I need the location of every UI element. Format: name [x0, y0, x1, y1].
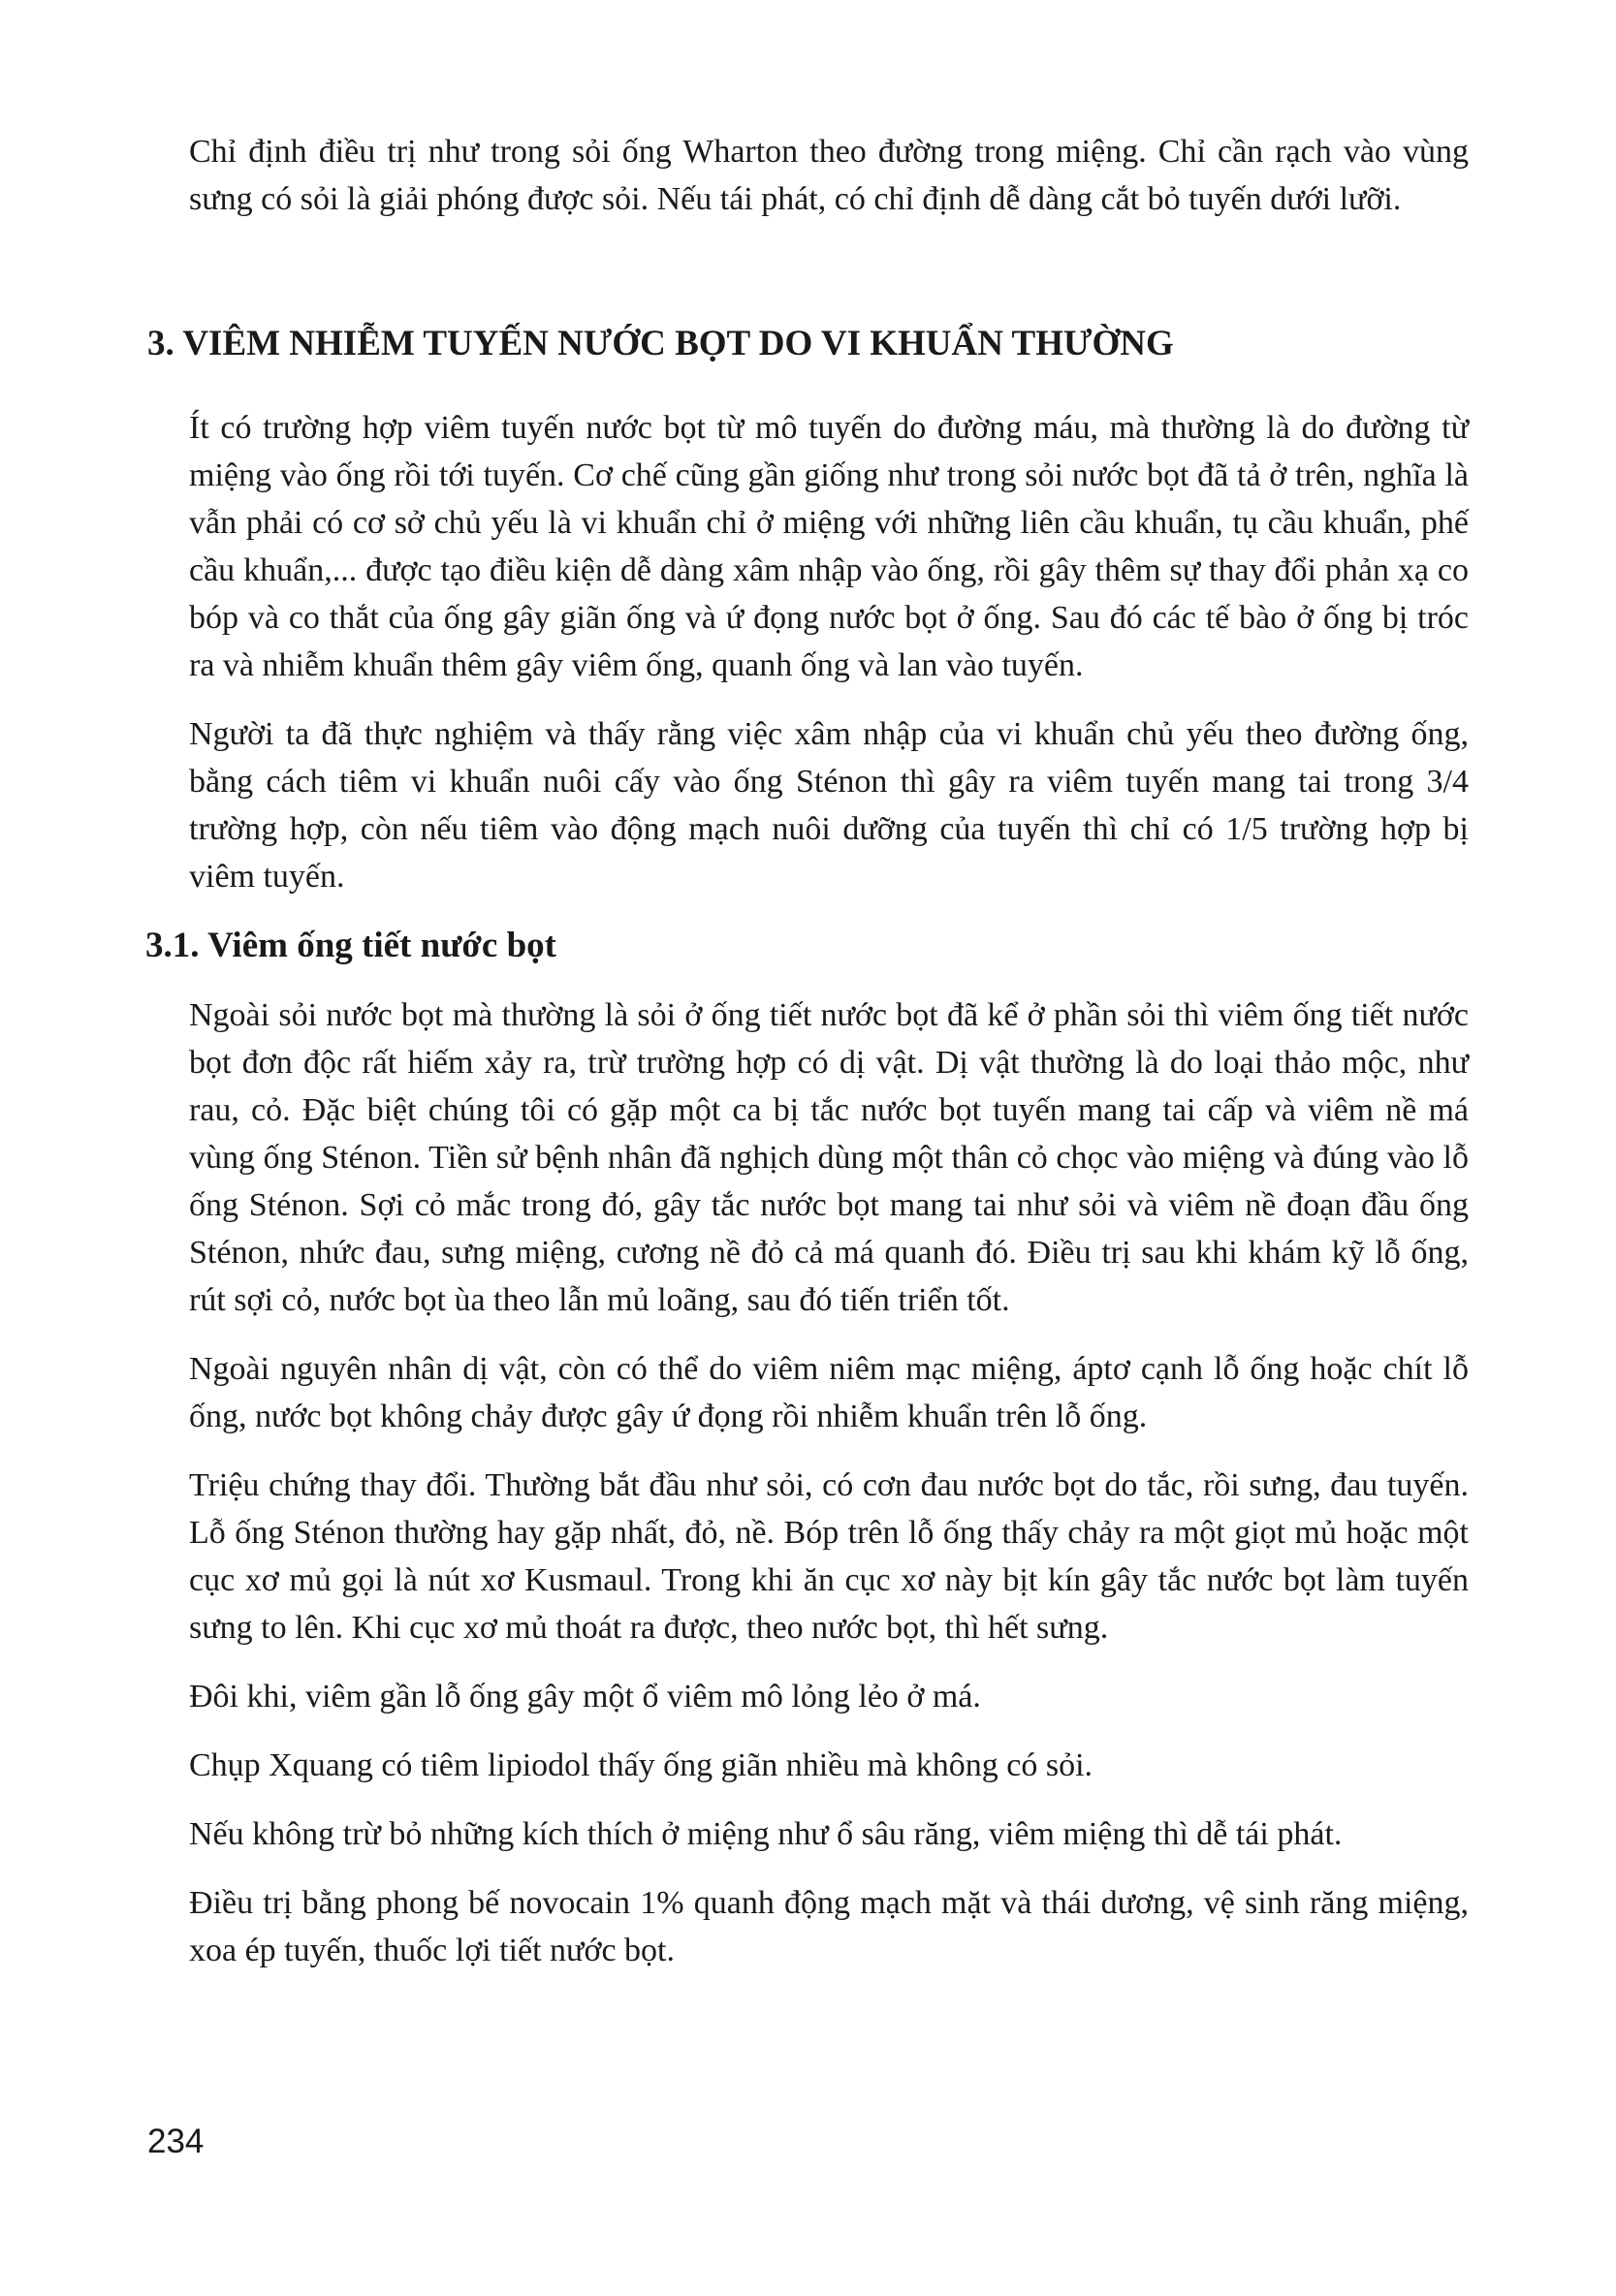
section-heading: 3. VIÊM NHIỄM TUYẾN NƯỚC BỌT DO VI KHUẨN THƯỜNG: [147, 324, 1174, 363]
subsection-paragraph: Đôi khi, viêm gần lỗ ống gây một ổ viêm mô lỏng lẻo ở má.: [189, 1679, 981, 1714]
intro-paragraph: Chỉ định điều trị như trong sỏi ống Wharton theo đường trong miệng. Chỉ cần rạch vào vùng sưng có sỏi là giải phóng được sỏi. Nếu tái phát, có chỉ định dễ dàng cắt bỏ tuyến dưới lưỡi.: [189, 134, 1469, 217]
intro-block: [189, 128, 1469, 244]
page-number: 234: [147, 2123, 205, 2160]
subsection-heading: 3.1. Viêm ống tiết nước bọt: [145, 926, 556, 965]
subsection-paragraph: Ngoài sỏi nước bọt mà thường là sỏi ở ống tiết nước bọt đã kể ở phần sỏi thì viêm ống tiết nước bọt đơn độc rất hiếm xảy ra, trừ trường hợp có dị vật. Dị vật thường là do loại thảo mộc, như rau, cỏ. Đặc biệt chúng tôi có gặp một ca bị tắc nước bọt tuyến mang tai cấp và viêm nề má vùng ống Sténon. Tiền sử bệnh nhân đã nghịch dùng một thân cỏ chọc vào miệng và đúng vào lỗ ống Sténon. Sợi cỏ mắc trong đó, gây tắc nước bọt mang tai như sỏi và viêm nề đoạn đầu ống Sténon, nhức đau, sưng miệng, cương nề đỏ cả má quanh đó. Điều trị sau khi khám kỹ lỗ ống, rút sợi cỏ, nước bọt ùa theo lẫn mủ loãng, sau đó tiến triển tốt.: [189, 997, 1469, 1318]
subsection-paragraph: Triệu chứng thay đổi. Thường bắt đầu như sỏi, có cơn đau nước bọt do tắc, rồi sưng, đau tuyến. Lỗ ống Sténon thường hay gặp nhất, đỏ, nề. Bóp trên lỗ ống thấy chảy ra một giọt mủ hoặc một cục xơ mủ gọi là nút xơ Kusmaul. Trong khi ăn cục xơ này bịt kín gây tắc nước bọt làm tuyến sưng to lên. Khi cục xơ mủ thoát ra được, theo nước bọt, thì hết sưng.: [189, 1467, 1469, 1646]
section-paragraph: Ít có trường hợp viêm tuyến nước bọt từ mô tuyến do đường máu, mà thường là do đường từ miệng vào ống rồi tới tuyến. Cơ chế cũng gần giống như trong sỏi nước bọt đã tả ở trên, nghĩa là vẫn phải có cơ sở chủ yếu là vi khuẩn chỉ ở miệng với những liên cầu khuẩn, tụ cầu khuẩn, phế cầu khuẩn,... được tạo điều kiện dễ dàng xâm nhập vào ống, rồi gây thêm sự thay đổi phản xạ co bóp và co thắt của ống gây giãn ống và ứ đọng nước bọt ở ống. Sau đó các tế bào ở ống bị tróc ra và nhiễm khuẩn thêm gây viêm ống, quanh ống và lan vào tuyến.: [189, 410, 1469, 683]
section-paragraph: Người ta đã thực nghiệm và thấy rằng việc xâm nhập của vi khuẩn chủ yếu theo đường ống, bằng cách tiêm vi khuẩn nuôi cấy vào ống Sténon thì gây ra viêm tuyến mang tai trong 3/4 trường hợp, còn nếu tiêm vào động mạch nuôi dưỡng của tuyến thì chỉ có 1/5 trường hợp bị viêm tuyến.: [189, 716, 1469, 895]
subsection-paragraph: Điều trị bằng phong bế novocain 1% quanh động mạch mặt và thái dương, vệ sinh răng miệng, xoa ép tuyến, thuốc lợi tiết nước bọt.: [189, 1885, 1469, 1968]
main-text-block: [145, 404, 1469, 1996]
subsection-paragraph: Nếu không trừ bỏ những kích thích ở miệng như ổ sâu răng, viêm miệng thì dễ tái phát.: [189, 1816, 1343, 1852]
subsection-paragraph: Ngoài nguyên nhân dị vật, còn có thể do viêm niêm mạc miệng, áptơ cạnh lỗ ống hoặc chít lỗ ống, nước bọt không chảy được gây ứ đọng rồi nhiễm khuẩn trên lỗ ống.: [189, 1351, 1469, 1434]
subsection-paragraph: Chụp Xquang có tiêm lipiodol thấy ống giãn nhiều mà không có sỏi.: [189, 1747, 1093, 1783]
